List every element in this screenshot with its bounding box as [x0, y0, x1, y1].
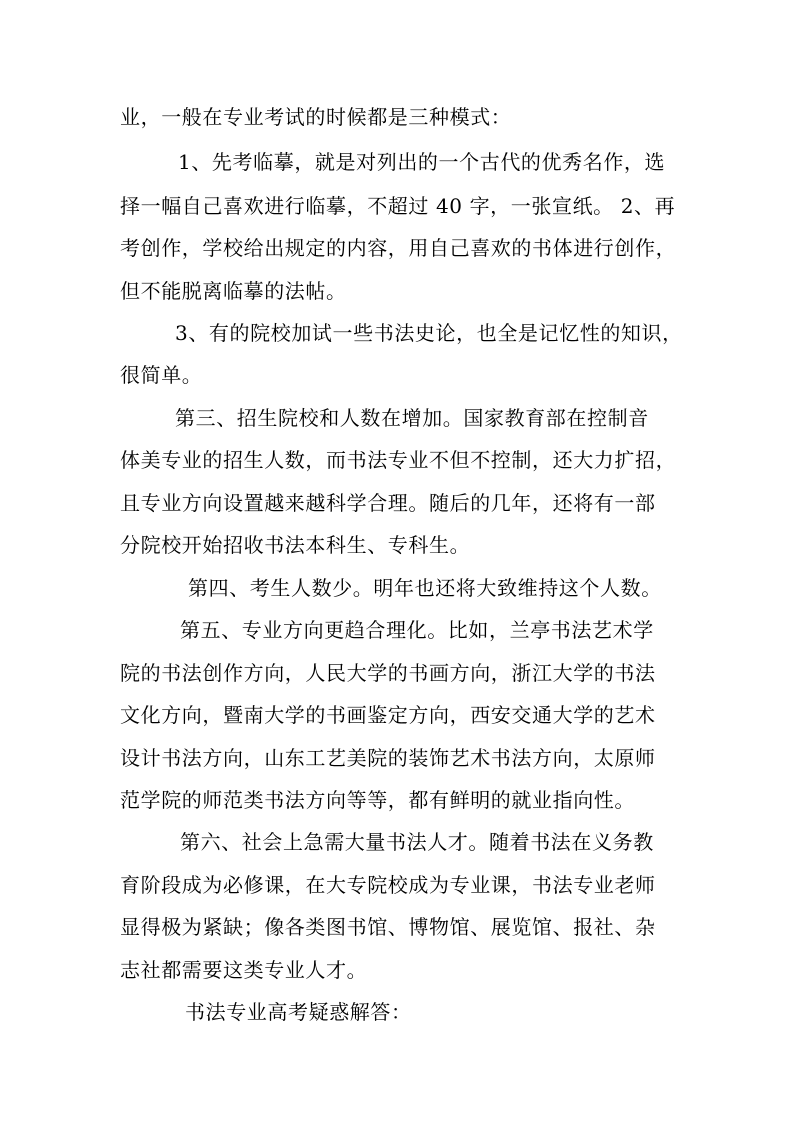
text-line-15: 文化方向，暨南大学的书画鉴定方向，西安交通大学的艺术 [120, 703, 656, 727]
text-line-18: 第六、社会上急需大量书法人才。随着书法在义务教 [180, 830, 654, 854]
text-line-4: 考创作，学校给出规定的内容，用自己喜欢的书体进行创作， [120, 236, 677, 260]
text-line-12: 第四、考生人数少。明年也还将大致维持这个人数。 [188, 576, 662, 600]
text-line-9: 体美专业的招生人数，而书法专业不但不控制，还大力扩招， [120, 448, 677, 472]
text-line-13: 第五、专业方向更趋合理化。比如，兰亭书法艺术学 [180, 618, 654, 642]
text-line-3: 择一幅自己喜欢进行临摹，不超过 40 字，一张宣纸。 2、再 [120, 194, 676, 218]
text-line-11: 分院校开始招收书法本科生、专科生。 [120, 533, 471, 557]
text-line-14: 院的书法创作方向，人民大学的书画方向，浙江大学的书法 [120, 661, 656, 685]
text-line-1: 业，一般在专业考试的时候都是三种模式： [120, 105, 512, 129]
text-line-7: 很简单。 [120, 363, 203, 387]
text-line-5: 但不能脱离临摹的法帖。 [120, 279, 347, 303]
text-line-19: 育阶段成为必修课，在大专院校成为专业课，书法专业老师 [120, 873, 656, 897]
text-line-21: 志社都需要这类专业人才。 [120, 958, 368, 982]
text-line-6: 3、有的院校加试一些书法史论，也全是记忆性的知识， [175, 321, 683, 345]
text-line-10: 且专业方向设置越来越科学合理。随后的几年，还将有一部 [120, 491, 656, 515]
text-line-16: 设计书法方向，山东工艺美院的装饰艺术书法方向，太原师 [120, 746, 656, 770]
text-line-22: 书法专业高考疑惑解答： [185, 1000, 412, 1024]
text-line-20: 显得极为紧缺；像各类图书馆、博物馆、展览馆、报社、杂 [120, 915, 656, 939]
text-line-17: 范学院的师范类书法方向等等，都有鲜明的就业指向性。 [120, 788, 635, 812]
text-line-2: 1、先考临摹，就是对列出的一个古代的优秀名作，选 [178, 150, 666, 174]
text-line-8: 第三、招生院校和人数在增加。国家教育部在控制音 [175, 406, 649, 430]
